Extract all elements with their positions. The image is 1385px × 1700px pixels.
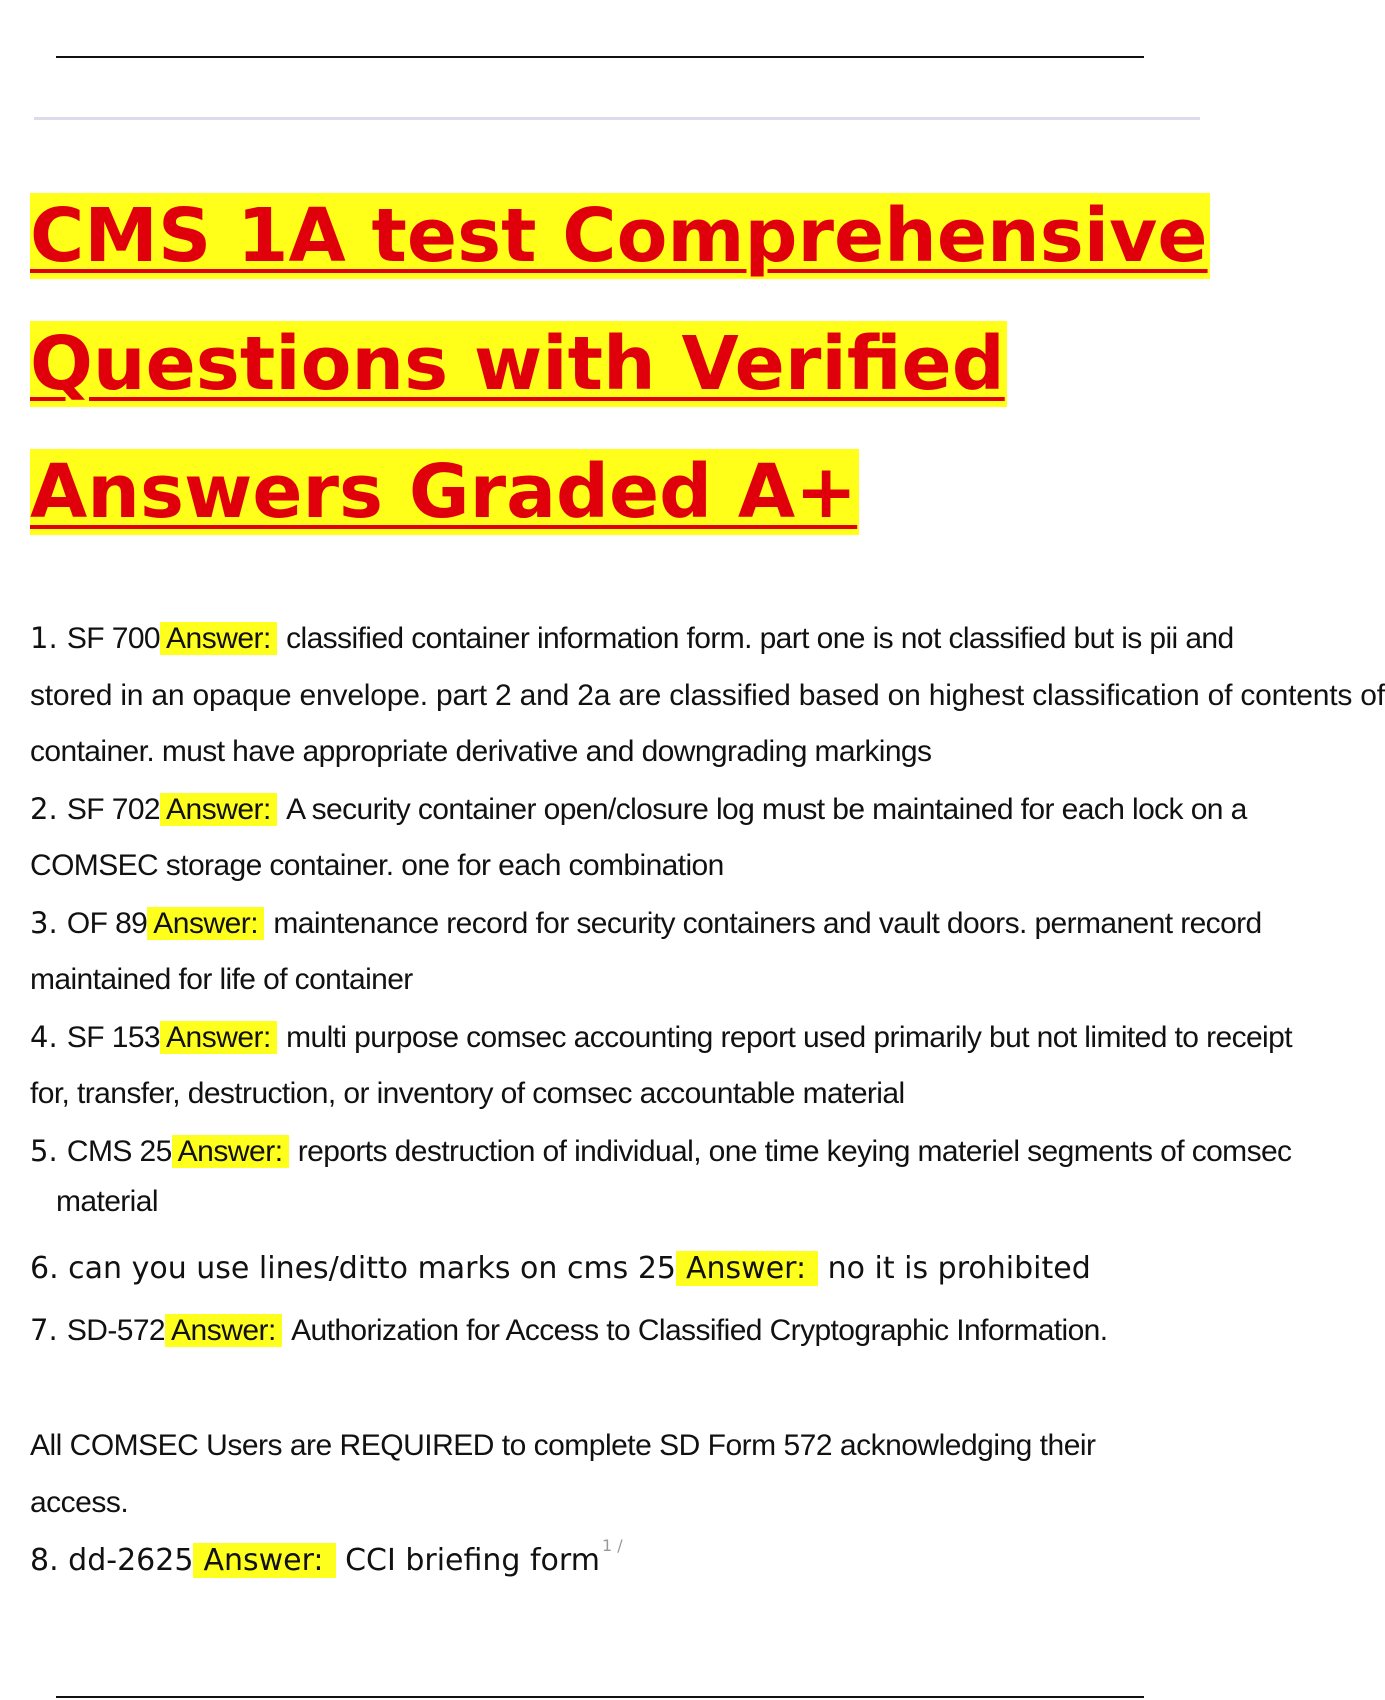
question-text: SF 700	[66, 622, 161, 655]
answer-label: Answer:	[160, 1021, 277, 1054]
question-item: 8. dd-2625 Answer: CCI briefing form	[30, 1542, 600, 1578]
answer-text: maintenance record for security containers and vault doors. permanent record	[273, 906, 1262, 940]
answer-label: Answer:	[676, 1251, 818, 1286]
question-item: 2. SF 702 Answer: A security container open/closure log must be maintained for each lock on a	[30, 791, 1247, 826]
title-line-1: CMS 1A test Comprehensive	[30, 193, 1208, 279]
answer-label: Answer:	[172, 1135, 289, 1168]
question-item: 3. OF 89 Answer: maintenance record for security containers and vault doors. permanent record	[30, 905, 1262, 940]
answer-continuation: material	[56, 1185, 158, 1218]
bottom-rule	[56, 1696, 1144, 1698]
question-item: 4. SF 153 Answer: multi purpose comsec accounting report used primarily but not limited to receipt	[30, 1019, 1292, 1054]
answer-label: Answer:	[165, 1314, 282, 1347]
question-list	[30, 610, 1385, 1591]
answer-label: Answer:	[160, 793, 277, 826]
answer-text: reports destruction of individual, one time keying materiel segments of comsec	[297, 1134, 1292, 1168]
question-item: 5. CMS 25 Answer: reports destruction of individual, one time keying materiel segments of comsec	[30, 1133, 1292, 1168]
title-line-2: Questions with Verified	[30, 321, 1005, 407]
answer-label: Answer:	[160, 622, 277, 655]
question-item: 1. SF 700 Answer: classified container information form. part one is not classified but is pii and	[30, 621, 1234, 655]
question-item: 6. can you use lines/ditto marks on cms 25 Answer: no it is prohibited	[30, 1251, 1091, 1286]
question-text: OF 89	[66, 906, 148, 940]
answer-text: A security container open/closure log must be maintained for each lock on a	[286, 792, 1247, 826]
spacer	[30, 1360, 1200, 1417]
question-text: can you use lines/ditto marks on cms 25	[68, 1251, 677, 1286]
question-text: CMS 25	[66, 1134, 172, 1168]
header-divider	[34, 117, 1200, 120]
question-item: 7. SD-572 Answer: Authorization for Access to Classified Cryptographic Information.	[30, 1313, 1108, 1347]
answer-text: no it is prohibited	[827, 1251, 1091, 1286]
answer-continuation: for, transfer, destruction, or inventory of comsec accountable material	[30, 1077, 905, 1110]
answer-text: multi purpose comsec accounting report used primarily but not limited to receipt	[286, 1020, 1292, 1054]
title-line-3: Answers Graded A+	[30, 449, 858, 535]
answer-label: Answer:	[147, 907, 264, 940]
question-text: SD-572	[66, 1314, 166, 1347]
answer-continuation: COMSEC storage container. one for each combination	[30, 849, 724, 882]
question-text: SF 153	[66, 1020, 161, 1054]
page-number: 1 /	[602, 1536, 623, 1555]
answer-note: All COMSEC Users are REQUIRED to complete SD Form 572 acknowledging their access.	[30, 1428, 1096, 1519]
answer-text: classified container information form. part one is not classified but is pii and	[286, 622, 1234, 655]
answer-continuation: container. must have appropriate derivative and downgrading markings	[30, 735, 932, 768]
answer-continuation: maintained for life of container	[30, 963, 413, 996]
answer-text: CCI briefing form	[345, 1542, 600, 1578]
top-rule	[56, 56, 1144, 58]
answer-label: Answer:	[193, 1543, 335, 1578]
document-title	[30, 172, 1210, 556]
answer-continuation: stored in an opaque envelope. part 2 and 2a are classified based on highest classification of contents of	[30, 678, 1385, 712]
answer-text: Authorization for Access to Classified Cryptographic Information.	[291, 1314, 1108, 1347]
question-text: SF 702	[66, 792, 161, 826]
question-text: dd-2625	[68, 1542, 194, 1578]
